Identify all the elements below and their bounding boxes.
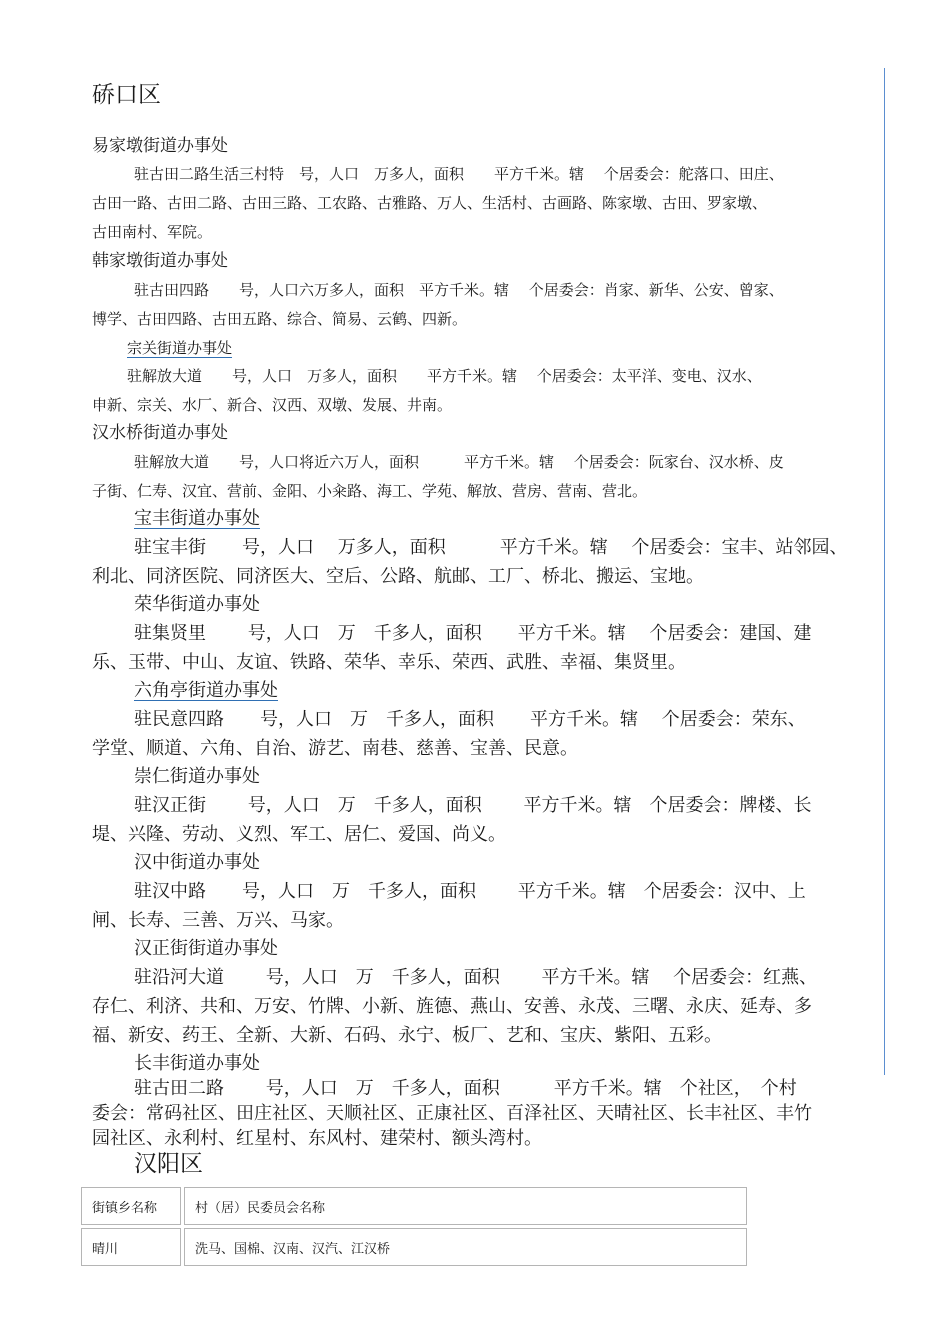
section-text-line: 博学、古田四路、古田五路、综合、简易、云鹤、四新。: [92, 310, 468, 328]
section-text-line: 申新、宗关、水厂、新合、汉西、双墩、发展、井南。: [92, 396, 453, 414]
section-title: 崇仁街道办事处: [134, 766, 260, 787]
section-text-line: 子街、仁寿、汉宜、营前、金阳、小籴路、海工、学苑、解放、营房、营南、营北。: [92, 482, 648, 500]
table-row: [81, 1228, 747, 1266]
section-title: 长丰街道办事处: [134, 1053, 260, 1074]
section-text-line: 驻宝丰街 号，人口 万多人，面积 平方千米。辖 个居委会：宝丰、站邻园、: [134, 537, 848, 558]
margin-rule: [884, 68, 885, 1075]
section-text-line: 学堂、顺道、六角、自治、游艺、南巷、慈善、宝善、民意。: [92, 738, 578, 759]
section-text-line: 驻古田二路生活三村特 号，人口 万多人，面积 平方千米。辖 个居委会：舵落口、田庄、: [134, 165, 784, 183]
section-title: 宗关街道办事处: [127, 339, 233, 357]
section-text-line: 委会：常码社区、田庄社区、天顺社区、正康社区、百泽社区、天晴社区、长丰社区、丰竹: [92, 1103, 812, 1124]
section-title: 汉水桥街道办事处: [92, 423, 228, 443]
section-title: 宝丰街道办事处: [134, 508, 260, 529]
section-text-line: 福、新安、药王、全新、大新、石码、永宁、板厂、艺和、宝庆、紫阳、五彩。: [92, 1025, 722, 1046]
section-text-line: 驻汉中路 号，人口 万 千多人，面积 平方千米。辖 个居委会：汉中、上: [134, 881, 806, 902]
section-text-line: 驻民意四路 号，人口 万 千多人，面积 平方千米。辖 个居委会：荣东、: [134, 709, 806, 730]
section-text-line: 闸、长寿、三善、万兴、马家。: [92, 910, 344, 931]
section-text-line: 驻解放大道 号，人口将近六万人，面积 平方千米。辖 个居委会：阮家台、汉水桥、皮: [134, 453, 784, 471]
section-title: 韩家墩街道办事处: [92, 251, 228, 271]
section-text-line: 古田一路、古田二路、古田三路、工农路、古雅路、万人、生活村、古画路、陈家墩、古田、罗家墩、: [92, 194, 768, 212]
section-text-line: 驻集贤里 号，人口 万 千多人，面积 平方千米。辖 个居委会：建国、建: [134, 623, 812, 644]
section-title: 荣华街道办事处: [134, 594, 260, 615]
table-cell: 晴川: [81, 1228, 181, 1266]
section-text-line: 堤、兴隆、劳动、义烈、军工、居仁、爱国、尚义。: [92, 824, 506, 845]
section-text-line: 存仁、利济、共和、万安、竹牌、小新、旌德、燕山、安善、永茂、三曙、永庆、延寿、多: [92, 996, 812, 1017]
section-text-line: 驻汉正街 号，人口 万 千多人，面积 平方千米。辖 个居委会：牌楼、长: [134, 795, 812, 816]
section-text-line: 驻古田四路 号，人口六万多人，面积 平方千米。辖 个居委会：肖家、新华、公安、曾家、: [134, 281, 784, 299]
district-heading: 硚口区: [92, 82, 161, 108]
section-title: 汉中街道办事处: [134, 852, 260, 873]
section-text-line: 驻古田二路 号，人口 万 千多人，面积 平方千米。辖 个社区， 个村: [134, 1078, 797, 1099]
district-heading: 汉阳区: [134, 1151, 203, 1177]
section-text-line: 园社区、永利村、红星村、东风村、建荣村、额头湾村。: [92, 1128, 542, 1149]
section-title: 汉正街街道办事处: [134, 938, 278, 959]
section-text-line: 古田南村、军院。: [92, 223, 213, 241]
table-header-cell: 街镇乡名称: [81, 1187, 181, 1225]
section-text-line: 驻沿河大道 号，人口 万 千多人，面积 平方千米。辖 个居委会：红燕、: [134, 967, 818, 988]
table-cell: 洗马、国棉、汉南、汉汽、江汉桥: [184, 1228, 747, 1266]
section-title: 六角亭街道办事处: [134, 680, 278, 701]
section-title: 易家墩街道办事处: [92, 136, 228, 156]
section-text-line: 乐、玉带、中山、友谊、铁路、荣华、幸乐、荣西、武胜、幸福、集贤里。: [92, 652, 686, 673]
section-text-line: 驻解放大道 号，人口 万多人，面积 平方千米。辖 个居委会：太平洋、变电、汉水、: [127, 367, 762, 385]
table-header-cell: 村（居）民委员会名称: [184, 1187, 747, 1225]
table-header-row: [81, 1187, 747, 1225]
section-text-line: 利北、同济医院、同济医大、空后、公路、航邮、工厂、桥北、搬运、宝地。: [92, 566, 704, 587]
community-table: [78, 1184, 750, 1269]
